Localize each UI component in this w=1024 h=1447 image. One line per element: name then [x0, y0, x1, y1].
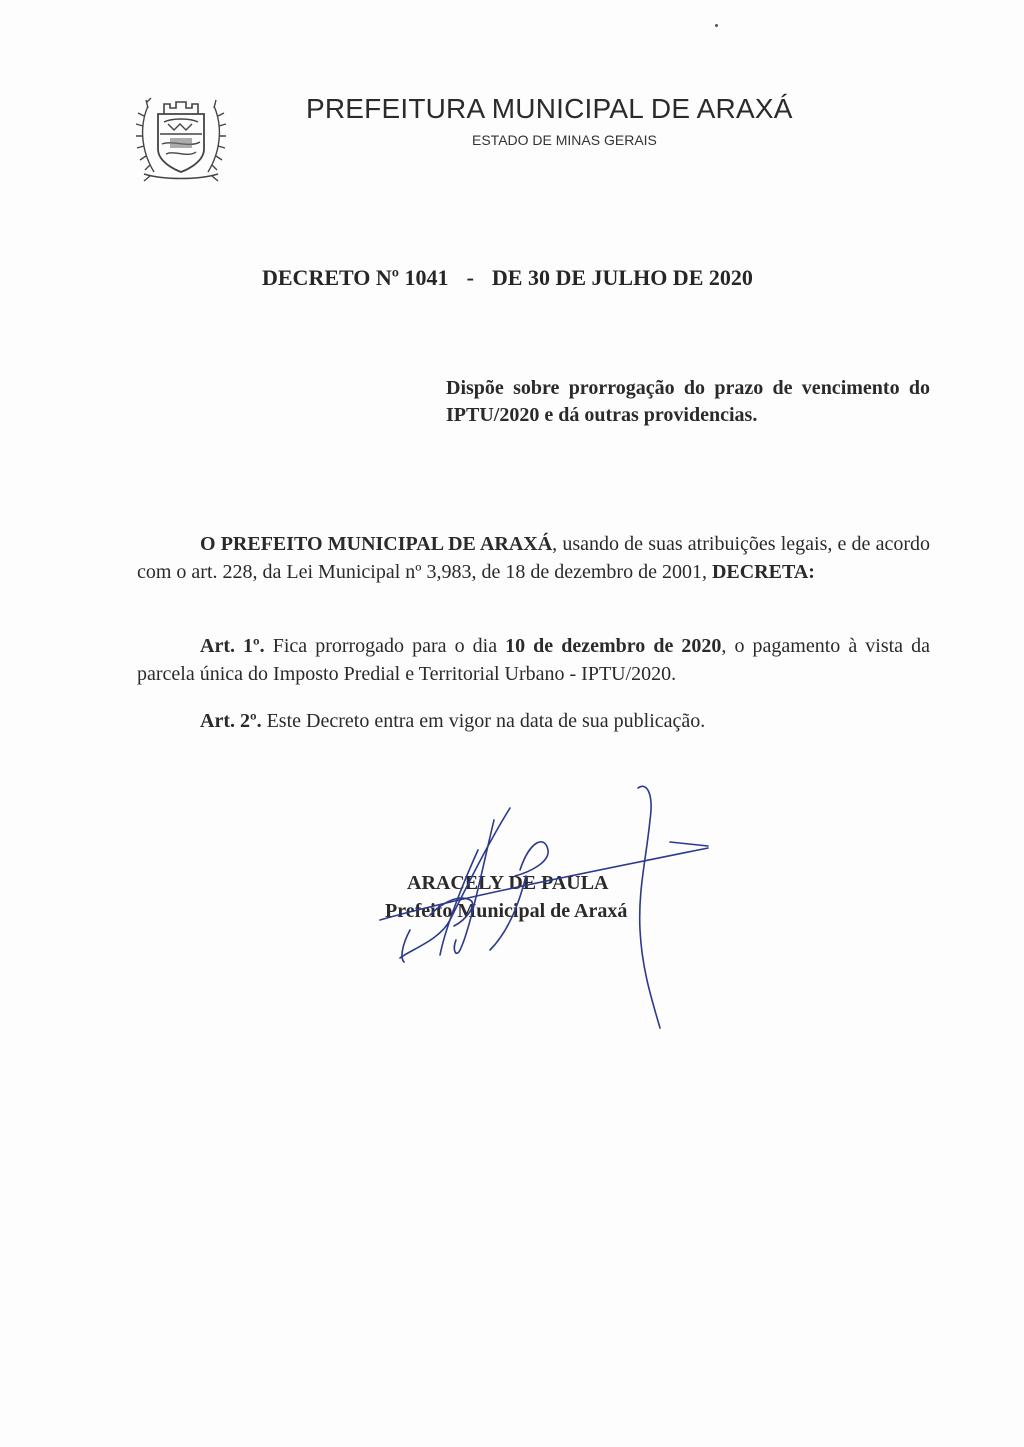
article-2-label: Art. 2º.	[200, 710, 262, 732]
article-2-text: Este Decreto entra em vigor na data de sua publicação.	[261, 710, 706, 732]
article-1-paragraph	[137, 632, 930, 688]
decree-date: DE 30 DE JULHO DE 2020	[491, 265, 753, 290]
article-2-paragraph	[137, 707, 930, 735]
coat-of-arms-icon	[134, 94, 228, 182]
article-1-text-b: , o pagamento à vista da parcela única do Imposto Predial e Territorial Urbano - IPTU/2020.	[137, 635, 930, 685]
institution-title: PREFEITURA MUNICIPAL DE ARAXÁ	[306, 93, 793, 124]
scan-speck	[715, 24, 718, 27]
article-1-text-a: Fica prorrogado para o dia	[264, 635, 506, 657]
institution-subtitle: ESTADO DE MINAS GERAIS	[472, 132, 657, 148]
preamble-decreta: DECRETA:	[711, 561, 815, 583]
decree-summary: Dispõe sobre prorrogação do prazo de vencimento do IPTU/2020 e dá outras providencias.	[446, 377, 930, 426]
signatory-name: ARACELY DE PAULA	[407, 872, 609, 894]
article-1-date: 10 de dezembro de 2020	[505, 635, 722, 657]
preamble-paragraph	[137, 530, 930, 586]
decree-separator: -	[466, 265, 474, 290]
preamble-authority: O PREFEITO MUNICIPAL DE ARAXÁ	[200, 533, 553, 555]
preamble-text: , usando de suas atribuições legais, e de acordo com o art. 228, da Lei Municipal nº 3,983, de 18 de dezembro de 2001,	[137, 533, 931, 583]
decree-heading	[262, 265, 753, 291]
article-1-label: Art. 1º.	[200, 635, 265, 657]
signatory-role: Prefeito Municipal de Araxá	[385, 900, 628, 922]
decree-number: DECRETO Nº 1041	[262, 265, 449, 290]
